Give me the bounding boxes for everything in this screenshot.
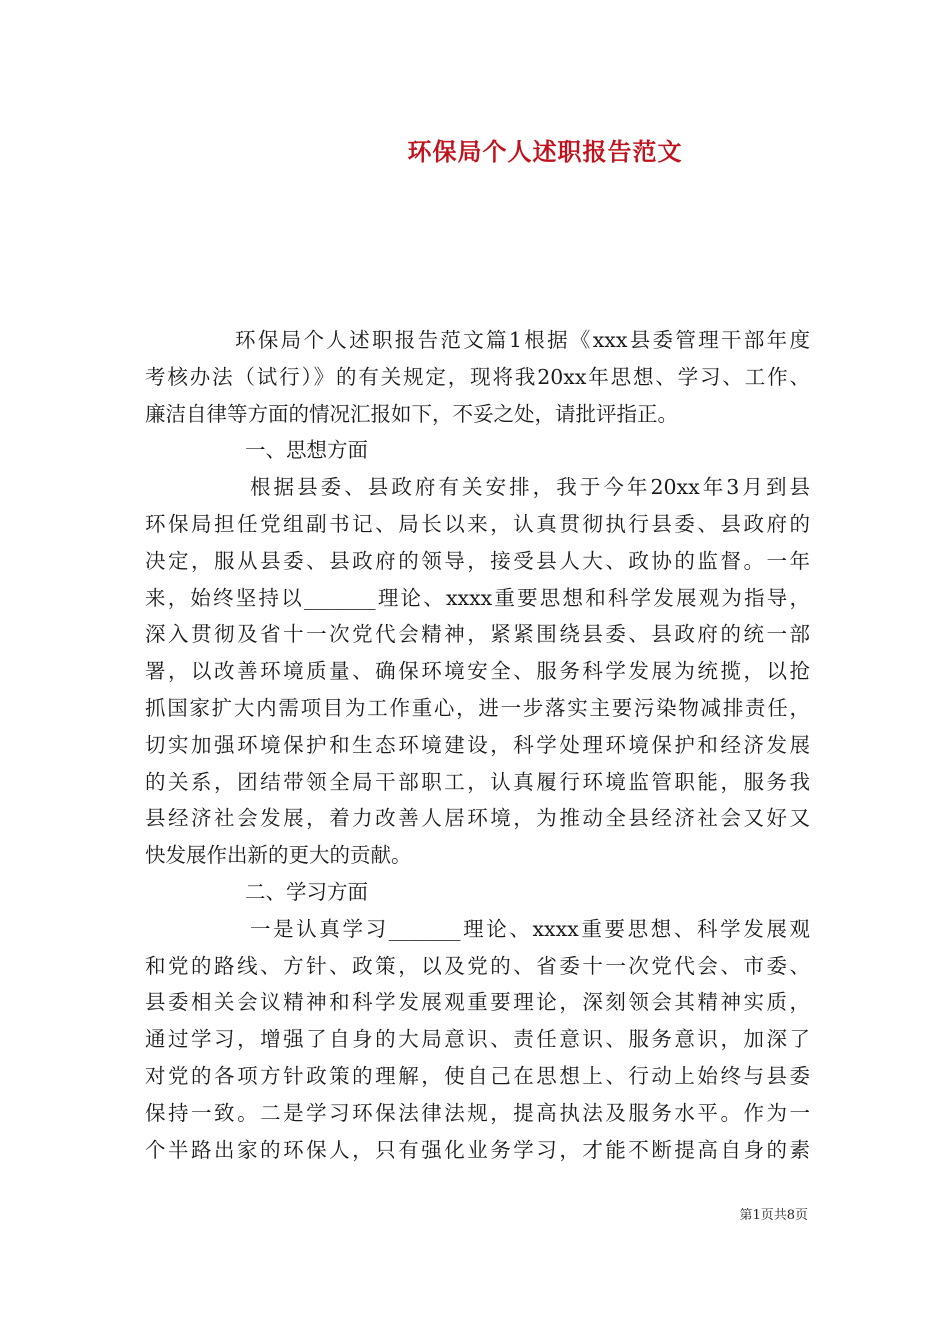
paragraph-line: 决定，服从县委、县政府的领导，接受县人大、政协的监督。一年: [145, 548, 810, 573]
paragraph-line: 县经济社会发展，着力改善人居环境，为推动全县经济社会又好又: [145, 806, 810, 831]
paragraph-line: 切实加强环境保护和生态环境建设，科学处理环境保护和经济发展: [145, 732, 810, 757]
paragraph-line: 个半路出家的环保人，只有强化业务学习，才能不断提高自身的素: [145, 1137, 810, 1162]
paragraph-line: 快发展作出新的更大的贡献。: [145, 843, 412, 868]
paragraph-line: 对党的各项方针政策的理解，使自己在思想上、行动上始终与县委: [145, 1063, 810, 1088]
document-body: [145, 322, 810, 1168]
paragraph-line: 署，以改善环境质量、确保环境安全、服务科学发展为统揽，以抢: [145, 659, 810, 684]
paragraph-line: 来，始终坚持以_______理论、xxxx重要思想和科学发展观为指导，: [145, 585, 810, 610]
paragraph-line: 抓国家扩大内需项目为工作重心，进一步落实主要污染物减排责任，: [145, 695, 810, 720]
paragraph-line: 环保局个人述职报告范文篇1根据《xxx县委管理干部年度: [235, 328, 810, 352]
paragraph-line: 县委相关会议精神和科学发展观重要理论，深刻领会其精神实质，: [145, 990, 810, 1015]
section-heading: 二、学习方面: [245, 879, 368, 904]
paragraph-line: 考核办法（试行）》的有关规定，现将我20xx年思想、学习、工作、: [145, 364, 810, 389]
paragraph-line: 根据县委、县政府有关安排，我于今年20xx年3月到县: [250, 475, 810, 500]
paragraph-line: 和党的路线、方针、政策，以及党的、省委十一次党代会、市委、: [145, 953, 810, 978]
paragraph-line: 深入贯彻及省十一次党代会精神，紧紧围绕县委、县政府的统一部: [145, 622, 810, 647]
page-number: 第1页共8页: [739, 1208, 808, 1223]
paragraph-line: 环保局担任党组副书记、局长以来，认真贯彻执行县委、县政府的: [145, 511, 810, 536]
paragraph-line: 通过学习，增强了自身的大局意识、责任意识、服务意识，加深了: [145, 1027, 810, 1052]
document-title: 环保局个人述职报告范文: [407, 137, 683, 166]
section-heading: 一、思想方面: [245, 438, 368, 463]
paragraph-line: 廉洁自律等方面的情况汇报如下，不妥之处，请批评指正。: [145, 401, 678, 426]
paragraph-line: 的关系，团结带领全局干部职工，认真履行环境监管职能，服务我: [145, 769, 810, 794]
paragraph-line: 一是认真学习_______理论、xxxx重要思想、科学发展观: [250, 916, 810, 941]
paragraph-line: 保持一致。二是学习环保法律法规，提高执法及服务水平。作为一: [145, 1100, 810, 1125]
